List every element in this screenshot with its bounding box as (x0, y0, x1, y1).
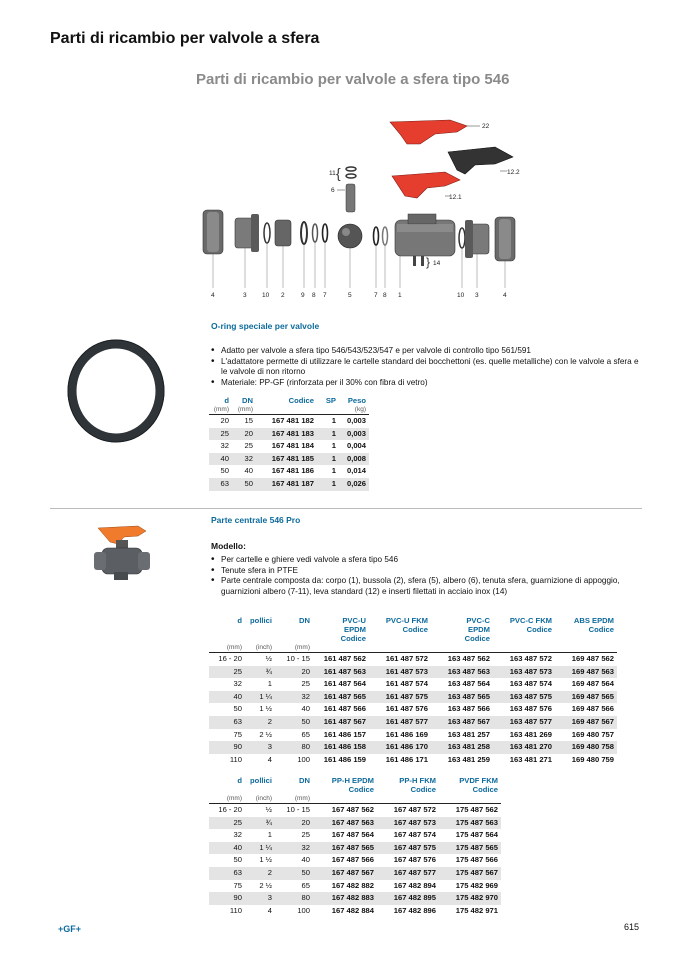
table-cell: 0,003 (339, 428, 369, 441)
table-cell: 25 (209, 817, 245, 830)
table-cell: 25 (301, 830, 310, 840)
table-cell: 161 486 170 (369, 741, 431, 754)
centrale-table-2 (209, 776, 501, 917)
table-cell: 163 481 270 (493, 741, 555, 754)
table-cell: 20 (209, 415, 232, 428)
col-header-line: Codice (464, 634, 490, 643)
oring-bullets (211, 346, 641, 388)
table-cell: 2 ½ (259, 880, 272, 890)
col-header-line: Codice (410, 785, 436, 794)
centrale-title: Parte centrale 546 Pro (211, 515, 301, 525)
centrale-table-1 (209, 616, 617, 766)
col-unit: (mm) (226, 795, 242, 802)
oring-bullet: • Materiale: PP-GF (rinforzata per il 30% con fibra di vetro) (211, 378, 641, 389)
table-cell: 163 481 257 (447, 729, 490, 739)
table-cell: 4 (267, 905, 272, 915)
table-cell: 0,026 (339, 478, 369, 491)
table-row (209, 892, 501, 905)
table-cell: 0,003 (339, 415, 369, 428)
table-cell: 175 487 563 (439, 817, 501, 830)
table-cell: 16 - 20 (209, 653, 245, 666)
table-row (209, 716, 617, 729)
col-unit: (mm) (237, 406, 253, 413)
table-cell: 161 486 169 (385, 729, 428, 739)
table-cell: 32 (233, 679, 242, 689)
table-cell: 167 487 567 (313, 867, 377, 880)
col-header (209, 616, 245, 643)
label-4: 4 (211, 292, 215, 299)
table-cell: 163 487 565 (431, 691, 493, 704)
col-unit: (kg) (354, 406, 366, 413)
table-cell: 163 487 567 (431, 716, 493, 729)
table-cell: 10 - 15 (275, 804, 313, 817)
label-22: 22 (482, 123, 490, 130)
table-cell: 161 487 577 (369, 716, 431, 729)
table-row (209, 854, 501, 867)
table-cell: 175 487 566 (455, 855, 498, 865)
label-2: 2 (281, 292, 285, 299)
col-header-line: PVC-U (342, 616, 366, 625)
table-cell: 167 487 576 (393, 855, 436, 865)
col-header-line: PVC-U FKM (385, 616, 428, 625)
col-unit: (mm) (294, 644, 310, 651)
col-header-line: PP-H EPDM (331, 776, 374, 785)
col-header-line: Codice (402, 625, 428, 634)
centrale-bullet: • Parte centrale composta da: corpo (1), bussola (2), sfera (5), albero (6), tenuta sfera, guarnizione di appoggio, guarnizioni albero (7-11), leva standard (12) e inserti filettati in acciaio inox (14) (211, 576, 643, 597)
table-cell: 0,008 (339, 453, 369, 466)
table-cell: 163 487 563 (431, 666, 493, 679)
exploded-view-diagram (195, 112, 525, 304)
table-cell: 163 487 576 (509, 704, 552, 714)
handle-22-icon (390, 120, 467, 144)
label-8b: 8 (383, 292, 387, 299)
table-cell: 175 482 969 (455, 880, 498, 890)
col-header: d (224, 396, 229, 405)
label-1: 1 (398, 292, 402, 299)
table-row (209, 465, 369, 478)
table-cell: 169 487 563 (555, 666, 617, 679)
oring-table (209, 396, 369, 491)
table-cell: 1 ½ (259, 704, 272, 714)
label-11: 11 (329, 170, 336, 177)
label-3: 3 (243, 292, 247, 299)
table-cell: 32 (232, 453, 256, 466)
gf-logo: +GF+ (58, 924, 82, 934)
label-9: 9 (301, 292, 305, 299)
col-header-line: DN (299, 776, 310, 785)
col-header (209, 776, 245, 794)
table-cell: 163 487 564 (447, 679, 490, 689)
table-cell: 2 (245, 867, 275, 880)
label-6: 6 (331, 187, 335, 194)
model-label: Modello: (211, 541, 246, 551)
table-row (209, 691, 617, 704)
table-cell: 161 487 566 (323, 704, 366, 714)
table-cell: 167 487 575 (377, 842, 439, 855)
col-header-line: Codice (472, 785, 498, 794)
table-cell: 161 487 563 (313, 666, 369, 679)
table-cell: 163 481 271 (509, 754, 552, 764)
table-cell: 110 (229, 754, 242, 764)
table-cell: 163 487 562 (431, 653, 493, 666)
table-cell: 175 487 562 (439, 804, 501, 817)
oring-bullet: • Adatto per valvole a sfera tipo 546/543/523/547 e per valvole di controllo tipo 561/591 (211, 346, 641, 357)
table-cell: 169 480 758 (555, 741, 617, 754)
col-header (313, 776, 377, 794)
table-cell: 167 487 574 (393, 830, 436, 840)
table-cell: 25 (209, 428, 232, 441)
col-unit: (inch) (255, 644, 272, 651)
table-cell: 161 487 572 (369, 653, 431, 666)
col-header-line: d (237, 616, 242, 625)
table-cell: 169 487 564 (571, 679, 614, 689)
col-header-line: EPDM (468, 625, 490, 634)
table-cell: 1 (267, 679, 272, 689)
table-cell: 50 (233, 855, 242, 865)
table-row (209, 867, 501, 880)
label-12-2: 12.2 (507, 169, 520, 176)
label-3b: 3 (475, 292, 479, 299)
table-cell: 175 487 565 (439, 842, 501, 855)
table-cell: 167 481 187 (256, 478, 317, 491)
table-cell: 161 487 562 (313, 653, 369, 666)
table-cell: 161 487 574 (385, 679, 428, 689)
col-unit (369, 643, 431, 653)
oring-bullet: • L'adattatore permette di utilizzare le cartelle standard dei bocchettoni (es. quelle metalliche) con le valvole a sfera e le valvole di non ritorno (211, 357, 641, 378)
col-header (431, 616, 493, 643)
table-row (209, 678, 617, 691)
valve-image (90, 522, 156, 584)
col-unit (313, 794, 377, 804)
col-unit: (mm) (294, 795, 310, 802)
col-header-line: Codice (348, 785, 374, 794)
table-cell: 1 (317, 428, 339, 441)
table-cell: ¾ (245, 817, 275, 830)
table-cell: 40 (209, 453, 232, 466)
table-cell: 110 (229, 905, 242, 915)
table-row (209, 729, 617, 742)
col-header (555, 616, 617, 643)
table-cell: 161 487 575 (369, 691, 431, 704)
col-header: SP (325, 396, 336, 405)
table-row (209, 440, 369, 453)
table-cell: 1 (317, 453, 339, 466)
table-cell: 1 (317, 478, 339, 491)
col-header (275, 776, 313, 794)
table-row (209, 741, 617, 754)
table-cell: 80 (275, 892, 313, 905)
table-cell: 2 ½ (259, 729, 272, 739)
table-cell: 25 (301, 679, 310, 689)
table-cell: 161 487 567 (313, 716, 369, 729)
table-cell: 167 482 883 (313, 892, 377, 905)
table-cell: 1 ¼ (245, 842, 275, 855)
table-cell: 161 487 573 (369, 666, 431, 679)
col-header (439, 776, 501, 794)
col-header (313, 616, 369, 643)
table-cell: 169 487 566 (571, 704, 614, 714)
table-cell: 163 487 566 (447, 704, 490, 714)
table-cell: 20 (275, 666, 313, 679)
table-cell: 169 480 757 (571, 729, 614, 739)
page-number: 615 (624, 922, 640, 932)
table-row (209, 428, 369, 441)
label-10: 10 (262, 292, 270, 299)
table-cell: 167 482 894 (393, 880, 436, 890)
table-row (209, 666, 617, 679)
svg-text:}: } (426, 255, 431, 269)
section-header: Parti di ricambio per valvole a sfera tipo 546 (196, 71, 510, 88)
col-header-line: d (237, 776, 242, 785)
table-cell: 163 481 258 (431, 741, 493, 754)
table-cell: 50 (275, 867, 313, 880)
handle-12-2-icon (448, 147, 513, 174)
table-cell: 32 (233, 830, 242, 840)
table-cell: 1 (331, 466, 336, 476)
table-cell: 32 (275, 691, 313, 704)
table-row (209, 653, 617, 666)
table-cell: 1 (267, 830, 272, 840)
table-cell: 25 (244, 441, 253, 451)
col-unit (317, 405, 339, 415)
table-cell: 167 482 895 (377, 892, 439, 905)
table-cell: 167 487 564 (331, 830, 374, 840)
col-header-line: EPDM (344, 625, 366, 634)
col-header: Peso (347, 396, 366, 405)
table-cell: 167 487 563 (313, 817, 377, 830)
label-4b: 4 (503, 292, 507, 299)
col-unit (431, 643, 493, 653)
col-unit (313, 643, 369, 653)
col-header (369, 616, 431, 643)
label-7: 7 (323, 292, 327, 299)
table-row (209, 905, 501, 918)
col-header: DN (242, 396, 253, 405)
table-cell: 163 487 577 (493, 716, 555, 729)
col-header-line: DN (299, 616, 310, 625)
table-cell: ¾ (245, 666, 275, 679)
col-unit: (inch) (255, 795, 272, 802)
table-row (209, 478, 369, 491)
table-cell: 161 486 171 (385, 754, 428, 764)
centrale-bullets (211, 555, 643, 597)
table-cell: 163 487 572 (493, 653, 555, 666)
table-row (209, 754, 617, 767)
label-8: 8 (312, 292, 316, 299)
table-cell: 167 481 185 (256, 453, 317, 466)
table-cell: 3 (245, 741, 275, 754)
table-cell: 4 (267, 754, 272, 764)
table-cell: 20 (275, 817, 313, 830)
col-header-line: Codice (340, 634, 366, 643)
table-cell: 175 482 971 (455, 905, 498, 915)
svg-text:{: { (336, 165, 341, 181)
table-cell: 32 (220, 441, 229, 451)
table-cell: 167 487 573 (377, 817, 439, 830)
page-title: Parti di ricambio per valvole a sfera (50, 30, 320, 47)
oring-image (66, 338, 166, 444)
col-unit: (mm) (226, 644, 242, 651)
table-cell: 10 - 15 (275, 653, 313, 666)
table-cell: 161 487 576 (385, 704, 428, 714)
table-row (209, 804, 501, 817)
table-cell: 50 (232, 478, 256, 491)
table-cell: 161 486 157 (323, 729, 366, 739)
table-cell: 167 481 183 (256, 428, 317, 441)
table-cell: 65 (301, 880, 310, 890)
table-cell: 163 481 269 (509, 729, 552, 739)
table-cell: 75 (233, 880, 242, 890)
col-header (245, 616, 275, 643)
table-row (209, 415, 369, 428)
table-cell: 167 487 572 (377, 804, 439, 817)
col-header-line: pollici (250, 616, 272, 625)
table-cell: 175 482 970 (439, 892, 501, 905)
table-cell: 90 (209, 892, 245, 905)
table-cell: 16 - 20 (209, 804, 245, 817)
table-cell: 40 (209, 691, 245, 704)
table-cell: 0,004 (346, 441, 366, 451)
col-header-line: Codice (526, 625, 552, 634)
table-cell: 161 486 159 (323, 754, 366, 764)
table-cell: 20 (232, 428, 256, 441)
table-cell: 25 (209, 666, 245, 679)
table-cell: 15 (232, 415, 256, 428)
table-row (209, 703, 617, 716)
table-cell: 0,014 (346, 466, 366, 476)
table-cell: 169 487 562 (555, 653, 617, 666)
label-10b: 10 (457, 292, 465, 299)
table-cell: 167 481 182 (256, 415, 317, 428)
table-cell: 63 (209, 478, 232, 491)
col-unit: (mm) (213, 406, 229, 413)
col-header (493, 616, 555, 643)
table-row (209, 453, 369, 466)
table-row (209, 842, 501, 855)
table-cell: 167 487 577 (377, 867, 439, 880)
table-cell: 63 (209, 716, 245, 729)
table-cell: 167 481 184 (271, 441, 314, 451)
table-cell: 1 (317, 415, 339, 428)
col-header (275, 616, 313, 643)
col-unit (256, 405, 317, 415)
label-12-1: 12.1 (449, 194, 462, 201)
table-row (209, 880, 501, 893)
label-5: 5 (348, 292, 352, 299)
col-unit (439, 794, 501, 804)
col-header-line: ABS EPDM (573, 616, 614, 625)
table-row (209, 817, 501, 830)
table-cell: 175 487 564 (455, 830, 498, 840)
col-header (245, 776, 275, 794)
col-header: Codice (288, 396, 314, 405)
table-cell: 169 480 759 (571, 754, 614, 764)
centrale-bullet: • Tenute sfera in PTFE (211, 566, 643, 577)
table-cell: 167 482 882 (331, 880, 374, 890)
table-cell: 163 487 574 (509, 679, 552, 689)
table-cell: 40 (209, 842, 245, 855)
oring-title: O-ring speciale per valvole (211, 321, 320, 331)
col-header-line: PVC-C (466, 616, 490, 625)
table-cell: 1 ¼ (245, 691, 275, 704)
table-cell: 75 (233, 729, 242, 739)
table-cell: 161 487 565 (313, 691, 369, 704)
table-cell: 167 487 562 (313, 804, 377, 817)
table-cell: 65 (301, 729, 310, 739)
col-header-line: pollici (250, 776, 272, 785)
section-divider (50, 508, 642, 509)
label-7b: 7 (374, 292, 378, 299)
centrale-bullet: • Per cartelle e ghiere vedi valvole a sfera tipo 546 (211, 555, 643, 566)
table-cell: 1 ½ (259, 855, 272, 865)
col-header-line: Codice (588, 625, 614, 634)
table-cell: 161 487 564 (323, 679, 366, 689)
table-cell: 2 (245, 716, 275, 729)
col-unit (377, 794, 439, 804)
table-cell: 40 (244, 466, 253, 476)
table-cell: 169 487 567 (555, 716, 617, 729)
table-cell: 90 (209, 741, 245, 754)
col-header (377, 776, 439, 794)
table-cell: ½ (245, 804, 275, 817)
label-14: 14 (433, 260, 441, 267)
col-header-line: PVC-C FKM (509, 616, 552, 625)
table-cell: 163 481 259 (447, 754, 490, 764)
table-cell: 163 487 573 (493, 666, 555, 679)
table-cell: 50 (220, 466, 229, 476)
table-cell: 161 486 158 (313, 741, 369, 754)
table-cell: 167 482 884 (331, 905, 374, 915)
table-cell: 167 487 565 (313, 842, 377, 855)
table-cell: 175 487 567 (439, 867, 501, 880)
table-row (209, 829, 501, 842)
table-cell: ½ (245, 653, 275, 666)
table-cell: 163 487 575 (493, 691, 555, 704)
table-cell: 80 (275, 741, 313, 754)
table-cell: 167 481 186 (271, 466, 314, 476)
col-unit (555, 643, 617, 653)
table-cell: 3 (245, 892, 275, 905)
table-cell: 50 (275, 716, 313, 729)
col-header-line: PP-H FKM (399, 776, 436, 785)
table-cell: 167 482 896 (393, 905, 436, 915)
table-cell: 40 (301, 855, 310, 865)
table-cell: 50 (233, 704, 242, 714)
table-cell: 40 (301, 704, 310, 714)
table-cell: 100 (297, 754, 310, 764)
table-cell: 32 (275, 842, 313, 855)
table-cell: 100 (297, 905, 310, 915)
table-cell: 63 (209, 867, 245, 880)
table-cell: 167 487 566 (331, 855, 374, 865)
col-header-line: PVDF FKM (459, 776, 498, 785)
table-cell: 169 487 565 (555, 691, 617, 704)
col-unit (493, 643, 555, 653)
table-cell: 1 (331, 441, 336, 451)
